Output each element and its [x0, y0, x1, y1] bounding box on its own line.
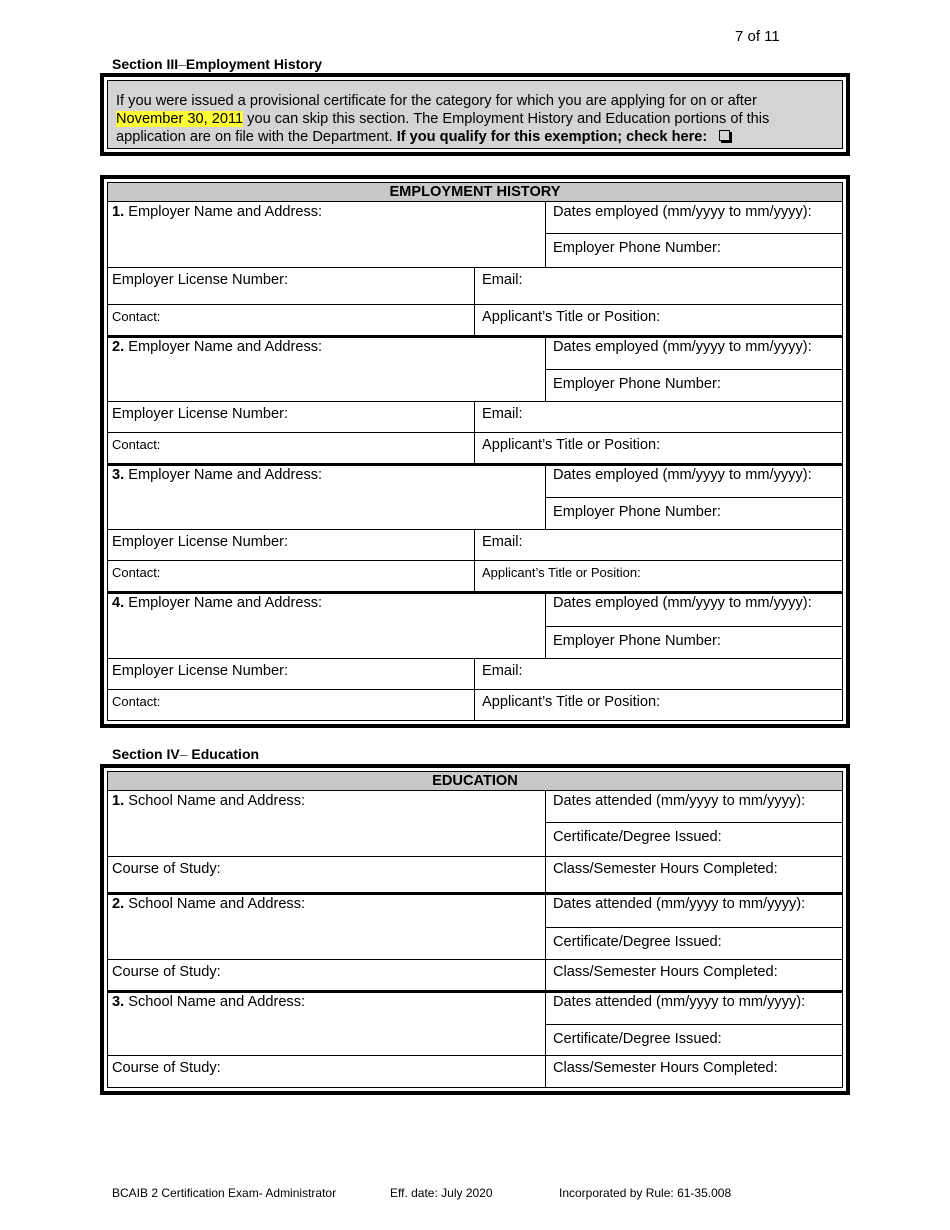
row-divider: [108, 959, 842, 960]
email-input[interactable]: [534, 660, 840, 688]
school-name-label: 3. School Name and Address:: [112, 994, 306, 1010]
dates-employed-input[interactable]: [547, 221, 840, 232]
dates-attended-label: Dates attended (mm/yyyy to mm/yyyy):: [553, 793, 806, 809]
applicant-title-label: Applicant’s Title or Position:: [482, 565, 641, 580]
notice-text-2: you can skip this section. The Employment History and Education portions of this: [243, 111, 770, 127]
applicant-title-input[interactable]: [684, 306, 840, 334]
dates-employed-input[interactable]: [547, 484, 840, 496]
education-table: [100, 764, 850, 1095]
dates-attended-label: Dates attended (mm/yyyy to mm/yyyy):: [553, 896, 806, 912]
hours-completed-label: Class/Semester Hours Completed:: [553, 964, 778, 980]
email-input[interactable]: [534, 269, 840, 303]
employer-name-input[interactable]: [110, 486, 543, 527]
email-input[interactable]: [534, 403, 840, 431]
entry-divider: [108, 892, 842, 895]
row-divider: [108, 658, 842, 659]
entry-divider: [108, 463, 842, 466]
entry-divider: [108, 990, 842, 993]
entry-number: 1.: [112, 204, 125, 220]
employer-name-label: 4. Employer Name and Address:: [112, 595, 323, 611]
certificate-degree-label: Certificate/Degree Issued:: [553, 1031, 722, 1047]
row-divider: [545, 626, 842, 627]
employer-license-label: Employer License Number:: [112, 406, 289, 422]
contact-input[interactable]: [178, 434, 472, 462]
applicant-title-input[interactable]: [684, 691, 840, 718]
employer-name-label: 2. Employer Name and Address:: [112, 339, 323, 355]
applicant-title-input[interactable]: [684, 434, 840, 462]
row-divider: [108, 689, 842, 690]
applicant-title-label: Applicant’s Title or Position:: [482, 437, 661, 453]
footer-form-name: BCAIB 2 Certification Exam- Administrator: [112, 1186, 337, 1200]
column-divider: [545, 790, 546, 893]
row-divider: [108, 432, 842, 433]
row-divider: [108, 401, 842, 402]
certificate-degree-label: Certificate/Degree Issued:: [553, 934, 722, 950]
row-divider: [545, 822, 842, 823]
school-name-label: 2. School Name and Address:: [112, 896, 306, 912]
employer-license-input[interactable]: [298, 269, 472, 303]
section-4-title: Section IV– Education: [112, 746, 260, 762]
certificate-degree-input[interactable]: [547, 846, 840, 855]
row-divider: [545, 927, 842, 928]
entry-divider: [108, 335, 842, 338]
course-of-study-label: Course of Study:: [112, 1060, 221, 1076]
certificate-degree-label: Certificate/Degree Issued:: [553, 829, 722, 845]
notice-bold-text: If you qualify for this exemption; check here:: [396, 129, 708, 145]
row-divider: [108, 304, 842, 305]
contact-label: Contact:: [112, 309, 161, 324]
dates-employed-input[interactable]: [547, 356, 840, 368]
footer-eff-date: Eff. date: July 2020: [390, 1186, 493, 1200]
row-divider: [108, 560, 842, 561]
certificate-degree-input[interactable]: [547, 951, 840, 958]
course-of-study-input[interactable]: [110, 878, 543, 891]
column-divider: [545, 201, 546, 267]
employer-name-input[interactable]: [110, 614, 543, 656]
email-label: Email:: [482, 272, 523, 288]
employer-license-input[interactable]: [298, 531, 472, 559]
employer-license-label: Employer License Number:: [112, 272, 289, 288]
column-divider: [545, 592, 546, 658]
employer-phone-input[interactable]: [547, 257, 840, 266]
row-divider: [108, 856, 842, 857]
entry-number: 3.: [112, 994, 125, 1010]
exemption-notice: [100, 73, 850, 156]
contact-input[interactable]: [178, 306, 472, 334]
dates-attended-input[interactable]: [547, 810, 840, 821]
certificate-degree-input[interactable]: [547, 1048, 840, 1054]
exemption-checkbox[interactable]: [719, 130, 730, 141]
contact-label: Contact:: [112, 437, 161, 452]
employer-phone-label: Employer Phone Number:: [553, 376, 721, 392]
email-input[interactable]: [534, 531, 840, 559]
school-name-input[interactable]: [110, 915, 543, 957]
section-3-title: Section III–Employment History: [112, 56, 323, 72]
row-divider: [108, 529, 842, 530]
education-header: EDUCATION: [108, 772, 842, 791]
employer-license-label: Employer License Number:: [112, 534, 289, 550]
course-of-study-label: Course of Study:: [112, 964, 221, 980]
applicant-title-input[interactable]: [684, 562, 840, 590]
hours-completed-input[interactable]: [547, 1077, 840, 1085]
email-label: Email:: [482, 406, 523, 422]
row-divider: [108, 1055, 842, 1056]
row-divider: [545, 497, 842, 498]
contact-label: Contact:: [112, 565, 161, 580]
dates-employed-label: Dates employed (mm/yyyy to mm/yyyy):: [553, 467, 812, 483]
entry-number: 2.: [112, 339, 125, 355]
employer-name-input[interactable]: [110, 358, 543, 399]
employer-name-label: 3. Employer Name and Address:: [112, 467, 323, 483]
hours-completed-input[interactable]: [547, 878, 840, 891]
employer-name-input[interactable]: [110, 223, 543, 265]
dates-attended-input[interactable]: [547, 1011, 840, 1023]
notice-text-1: If you were issued a provisional certificate for the category for which you are applying for on or after: [116, 93, 757, 109]
employer-phone-input[interactable]: [547, 393, 840, 400]
hours-completed-label: Class/Semester Hours Completed:: [553, 1060, 778, 1076]
employer-phone-label: Employer Phone Number:: [553, 633, 721, 649]
entry-number: 2.: [112, 896, 125, 912]
dates-employed-label: Dates employed (mm/yyyy to mm/yyyy):: [553, 595, 812, 611]
employer-name-label: 1. Employer Name and Address:: [112, 204, 323, 220]
employment-history-table: [100, 175, 850, 728]
row-divider: [545, 233, 842, 234]
school-name-input[interactable]: [110, 1013, 543, 1053]
notice-text-3: application are on file with the Department.: [116, 129, 397, 145]
contact-input[interactable]: [178, 691, 472, 718]
dates-attended-label: Dates attended (mm/yyyy to mm/yyyy):: [553, 994, 806, 1010]
entry-number: 4.: [112, 595, 125, 611]
employer-phone-label: Employer Phone Number:: [553, 504, 721, 520]
entry-number: 1.: [112, 793, 125, 809]
page-number: 7 of 11: [735, 28, 780, 45]
dates-attended-input[interactable]: [547, 913, 840, 926]
contact-input[interactable]: [178, 562, 472, 590]
employer-phone-label: Employer Phone Number:: [553, 240, 721, 256]
contact-label: Contact:: [112, 694, 161, 709]
column-divider: [474, 267, 475, 336]
entry-divider: [108, 591, 842, 594]
employer-phone-input[interactable]: [547, 650, 840, 657]
employer-license-label: Employer License Number:: [112, 663, 289, 679]
row-divider: [545, 369, 842, 370]
employer-license-input[interactable]: [298, 660, 472, 688]
school-name-input[interactable]: [110, 812, 543, 854]
hours-completed-label: Class/Semester Hours Completed:: [553, 861, 778, 877]
dates-employed-input[interactable]: [547, 612, 840, 625]
course-of-study-input[interactable]: [110, 1077, 543, 1085]
row-divider: [108, 267, 842, 268]
school-name-label: 1. School Name and Address:: [112, 793, 306, 809]
email-label: Email:: [482, 534, 523, 550]
course-of-study-input[interactable]: [110, 981, 543, 989]
dates-employed-label: Dates employed (mm/yyyy to mm/yyyy):: [553, 204, 812, 220]
notice-date-highlight: November 30, 2011: [116, 111, 244, 127]
employment-history-header: EMPLOYMENT HISTORY: [108, 183, 842, 202]
employer-license-input[interactable]: [298, 403, 472, 431]
applicant-title-label: Applicant’s Title or Position:: [482, 694, 661, 710]
row-divider: [545, 1024, 842, 1025]
course-of-study-label: Course of Study:: [112, 861, 221, 877]
employer-phone-input[interactable]: [547, 521, 840, 528]
entry-number: 3.: [112, 467, 125, 483]
column-divider: [545, 991, 546, 1087]
email-label: Email:: [482, 663, 523, 679]
footer-rule: Incorporated by Rule: 61-35.008: [559, 1186, 732, 1200]
applicant-title-label: Applicant’s Title or Position:: [482, 309, 661, 325]
dates-employed-label: Dates employed (mm/yyyy to mm/yyyy):: [553, 339, 812, 355]
column-divider: [545, 893, 546, 991]
hours-completed-input[interactable]: [547, 981, 840, 989]
